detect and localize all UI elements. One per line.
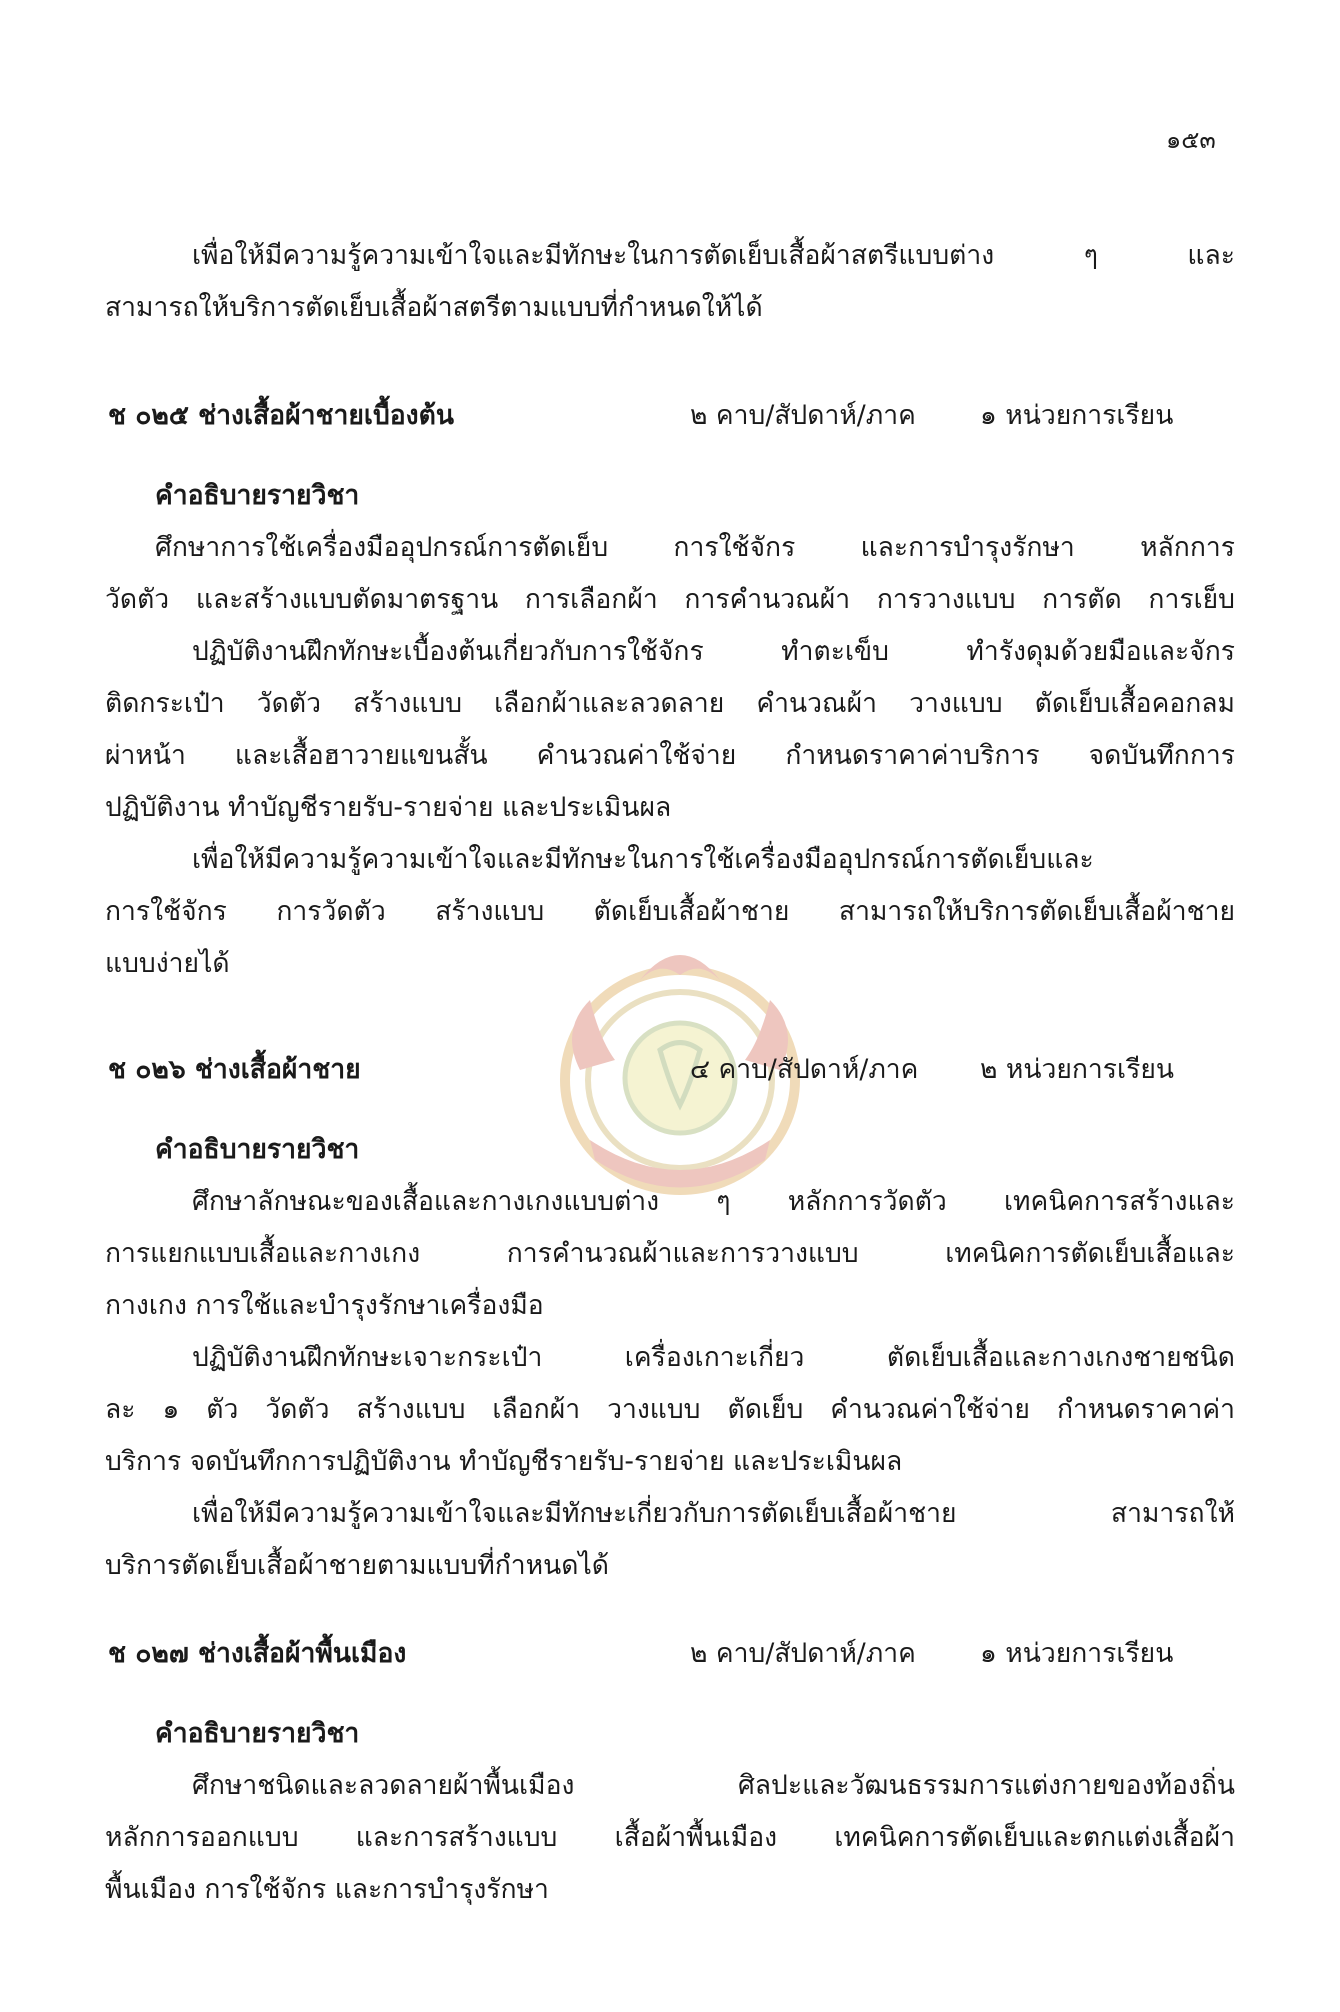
course-line: บริการตัดเย็บเสื้อผ้าชายตามแบบที่กำหนดได้	[105, 1550, 609, 1581]
course-line: ศึกษาลักษณะของเสื้อและกางเกงแบบต่าง ๆ หลักการวัดตัว เทคนิคการสร้างและ	[192, 1186, 1235, 1217]
course-line: การแยกแบบเสื้อและกางเกง การคำนวณผ้าและการวางแบบ เทคนิคการตัดเย็บเสื้อและ	[105, 1238, 1235, 1269]
course-line: เพื่อให้มีความรู้ความเข้าใจและมีทักษะในการใช้เครื่องมืออุปกรณ์การตัดเย็บและ	[192, 844, 1094, 875]
course-line: กางเกง การใช้และบำรุงรักษาเครื่องมือ	[105, 1290, 544, 1321]
course-line: หลักการออกแบบ และการสร้างแบบ เสื้อผ้าพื้นเมือง เทคนิคการตัดเย็บและตกแต่งเสื้อผ้า	[105, 1822, 1235, 1853]
course-code-title: ช ๐๒๕ ช่างเสื้อผ้าชายเบื้องต้น	[108, 400, 454, 431]
course-description-heading: คำอธิบายรายวิชา	[155, 1718, 360, 1749]
course-line: แบบง่ายได้	[105, 948, 230, 979]
course-line: ศึกษาการใช้เครื่องมืออุปกรณ์การตัดเย็บ การใช้จักร และการบำรุงรักษา หลักการ	[155, 532, 1235, 563]
course-line: ปฏิบัติงาน ทำบัญชีรายรับ-รายจ่าย และประเมินผล	[105, 792, 672, 823]
course-code-title: ช ๐๒๗ ช่างเสื้อผ้าพื้นเมือง	[108, 1638, 407, 1669]
course-hours: ๒ คาบ/สัปดาห์/ภาค	[690, 1638, 916, 1669]
course-line: ศึกษาชนิดและลวดลายผ้าพื้นเมือง ศิลปะและวัฒนธรรมการแต่งกายของท้องถิ่น	[192, 1770, 1235, 1801]
course-line: ละ ๑ ตัว วัดตัว สร้างแบบ เลือกผ้า วางแบบ ตัดเย็บ คำนวณค่าใช้จ่าย กำหนดราคาค่า	[105, 1394, 1235, 1425]
course-hours: ๔ คาบ/สัปดาห์/ภาค	[690, 1054, 919, 1085]
course-code-title: ช ๐๒๖ ช่างเสื้อผ้าชาย	[108, 1054, 361, 1085]
course-credits: ๑ หน่วยการเรียน	[980, 400, 1174, 431]
course-line: ปฏิบัติงานฝึกทักษะเจาะกระเป๋า เครื่องเกาะเกี่ยว ตัดเย็บเสื้อและกางเกงชายชนิด	[192, 1342, 1235, 1373]
course-line: พื้นเมือง การใช้จักร และการบำรุงรักษา	[105, 1874, 549, 1905]
course-line: การใช้จักร การวัดตัว สร้างแบบ ตัดเย็บเสื้อผ้าชาย สามารถให้บริการตัดเย็บเสื้อผ้าชาย	[105, 896, 1235, 927]
course-line: เพื่อให้มีความรู้ความเข้าใจและมีทักษะเกี่ยวกับการตัดเย็บเสื้อผ้าชาย สามารถให้	[192, 1498, 1235, 1529]
course-line: ติดกระเป๋า วัดตัว สร้างแบบ เลือกผ้าและลวดลาย คำนวณผ้า วางแบบ ตัดเย็บเสื้อคอกลม	[105, 688, 1235, 719]
course-line: ปฏิบัติงานฝึกทักษะเบื้องต้นเกี่ยวกับการใช้จักร ทำตะเข็บ ทำรังดุมด้วยมือและจักร	[192, 636, 1235, 667]
course-line: บริการ จดบันทึกการปฏิบัติงาน ทำบัญชีรายรับ-รายจ่าย และประเมินผล	[105, 1446, 903, 1477]
intro-line: เพื่อให้มีความรู้ความเข้าใจและมีทักษะในการตัดเย็บเสื้อผ้าสตรีแบบต่าง ๆ และ	[192, 240, 1235, 271]
course-description-heading: คำอธิบายรายวิชา	[155, 480, 360, 511]
course-hours: ๒ คาบ/สัปดาห์/ภาค	[690, 400, 916, 431]
course-credits: ๑ หน่วยการเรียน	[980, 1638, 1174, 1669]
course-line: วัดตัว และสร้างแบบตัดมาตรฐาน การเลือกผ้า การคำนวณผ้า การวางแบบ การตัด การเย็บ	[105, 584, 1235, 615]
course-credits: ๒ หน่วยการเรียน	[980, 1054, 1174, 1085]
intro-line: สามารถให้บริการตัดเย็บเสื้อผ้าสตรีตามแบบที่กำหนดให้ได้	[105, 292, 763, 323]
course-description-heading: คำอธิบายรายวิชา	[155, 1134, 360, 1165]
course-line: ผ่าหน้า และเสื้อฮาวายแขนสั้น คำนวณค่าใช้จ่าย กำหนดราคาค่าบริการ จดบันทึกการ	[105, 740, 1235, 771]
page-number: ๑๕๓	[1166, 126, 1216, 154]
